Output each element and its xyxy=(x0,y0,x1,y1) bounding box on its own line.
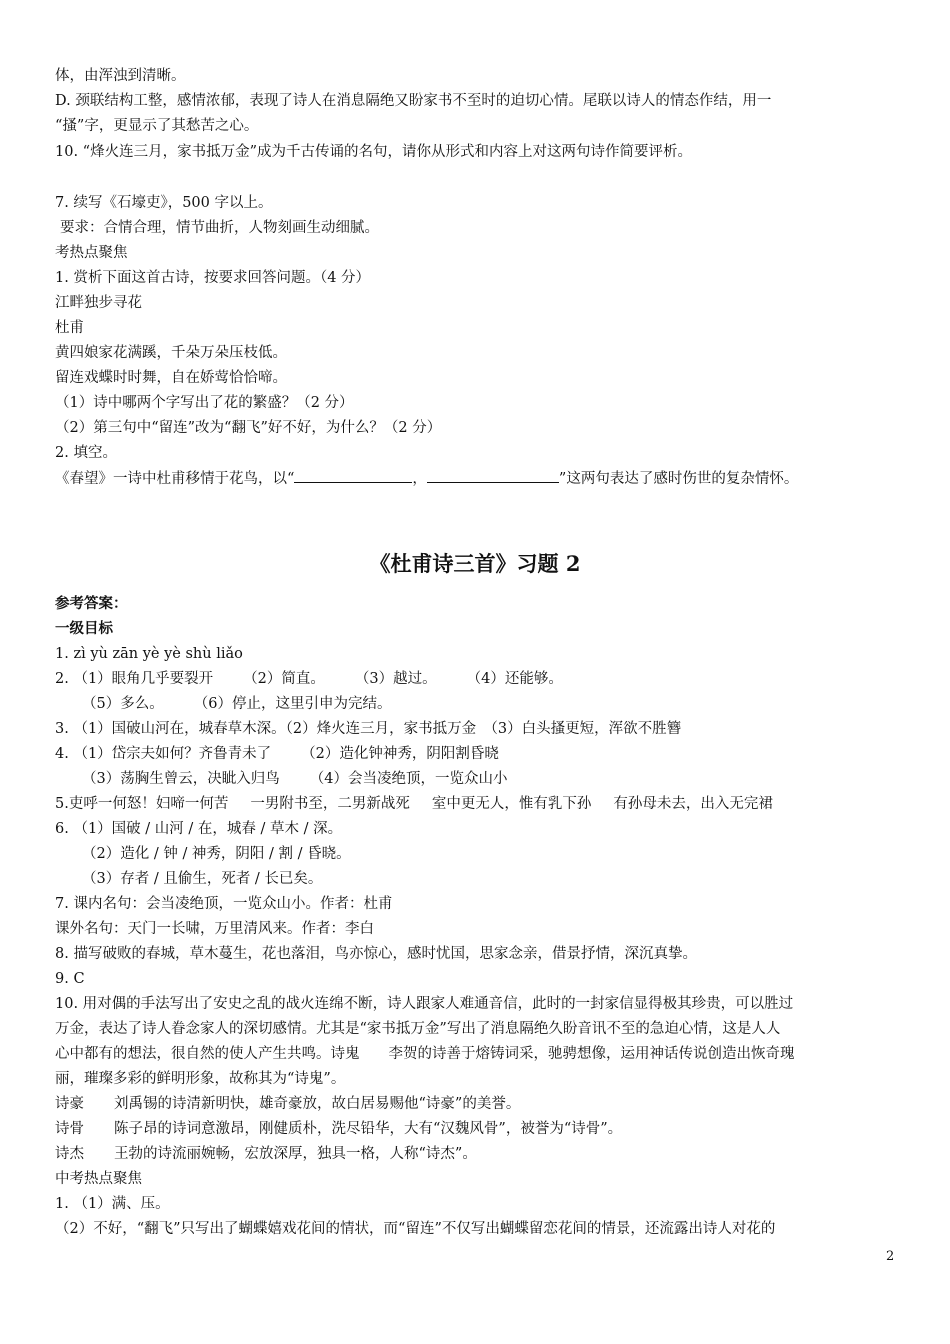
answer-6-cont: （3）存者 / 且偷生，死者 / 长已矣。 xyxy=(82,871,323,887)
poem-author: 杜甫 xyxy=(55,320,84,336)
exam-answer-1: 1. （1）满、压。 xyxy=(55,1196,170,1212)
poem-title: 江畔独步寻花 xyxy=(55,295,142,311)
requirement-line: 要求：合情合理，情节曲折，人物刻画生动细腻。 xyxy=(60,220,379,236)
answer-blank[interactable] xyxy=(294,468,412,483)
fill-comma: ， xyxy=(412,471,427,487)
poet-desc: 刘禹锡的诗清新明快，雄奇豪放，故白居易赐他“诗豪”的美誉。 xyxy=(114,1096,521,1112)
answer-part: （3）荡胸生曾云，决眦入归鸟 xyxy=(82,771,280,787)
poet-desc: 陈子昂的诗词意激昂，刚健质朴，洗尽铅华，大有“汉魏风骨”，被誉为“诗骨”。 xyxy=(114,1121,623,1137)
answer-part: 4. （1）岱宗夫如何？齐鲁青未了 xyxy=(55,746,272,762)
page-number: 2 xyxy=(886,1249,895,1264)
poem-line: 留连戏蝶时时舞，自在娇莺恰恰啼。 xyxy=(55,370,287,386)
text-line: D. 颈联结构工整，感情浓郁，表现了诗人在消息隔绝又盼家书不至时的迫切心情。尾联以诗人的情态作结，用一 xyxy=(55,93,772,109)
answer-7: 7. 课内名句：会当凌绝顶，一览众山小。作者：杜甫 xyxy=(55,896,393,912)
answer-part: （2）简直。 xyxy=(243,671,325,687)
answer-6: 6. （1）国破 / 山河 / 在，城春 / 草木 / 深。 xyxy=(55,821,343,837)
question-7: 7. 续写《石壕吏》，500 字以上。 xyxy=(55,195,273,211)
poet-title: 诗豪 xyxy=(55,1096,84,1112)
poet-note xyxy=(55,1094,520,1114)
answer-part: （2）造化钟神秀，阴阳割昏晓 xyxy=(301,746,499,762)
fill-text: 《春望》一诗中杜甫移情于花鸟，以“ xyxy=(55,471,295,487)
answer-part: 2. （1）眼角几乎要裂开 xyxy=(55,671,214,687)
exam-question-1: 1. 赏析下面这首古诗，按要求回答问题。（4 分） xyxy=(55,270,371,286)
poet-title: 诗骨 xyxy=(55,1121,84,1137)
answer-part: 有孙母未去，出入无完裙 xyxy=(613,796,773,812)
text-line: “搔”字，更显示了其愁苦之心。 xyxy=(55,118,259,134)
answer-part: 5.吏呼一何怒！妇啼一何苦 xyxy=(55,796,229,812)
poet-title: 诗杰 xyxy=(55,1146,84,1162)
answer-10: 10. 用对偶的手法写出了安史之乱的战火连绵不断，诗人跟家人难通音信，此时的一封家信显得极其珍贵，可以胜过 xyxy=(55,996,794,1012)
poet-desc: 王勃的诗流丽婉畅，宏放深厚，独具一格，人称“诗杰”。 xyxy=(114,1146,477,1162)
answer-7-cont: 课外名句：天门一长啸，万里清风来。作者：李白 xyxy=(55,921,374,937)
answer-10-cont: 丽，璀璨多彩的鲜明形象，故称其为“诗鬼”。 xyxy=(55,1071,346,1087)
level-heading: 一级目标 xyxy=(55,620,113,637)
question-10: 10. “烽火连三月，家书抵万金”成为千古传诵的名句，请你从形式和内容上对这两句诗作简要评析。 xyxy=(55,144,692,160)
answers-heading: 参考答案： xyxy=(55,595,128,612)
answer-2-cont xyxy=(82,694,391,714)
sub-question: （2）第三句中“留连”改为“翻飞”好不好，为什么？（2 分） xyxy=(55,420,442,436)
answer-4 xyxy=(55,744,499,764)
answer-2 xyxy=(55,669,563,689)
answer-6-cont: （2）造化 / 钟 / 神秀，阴阳 / 割 / 昏晓。 xyxy=(82,846,351,862)
exam-question-2: 2. 填空。 xyxy=(55,445,117,461)
answer-5 xyxy=(55,794,773,814)
answer-part: （4）还能够。 xyxy=(466,671,563,687)
page-title: 《杜甫诗三首》习题 2 xyxy=(369,551,581,576)
text-line: 体，由浑浊到清晰。 xyxy=(55,68,186,84)
answer-1: 1. zì yù zān yè yè shù liǎo xyxy=(55,646,243,662)
answer-part: （5）多么。 xyxy=(82,696,164,712)
fill-text: ”这两句表达了感时伤世的复杂情怀。 xyxy=(558,471,799,487)
answer-part: 一男附书至，二男新战死 xyxy=(250,796,410,812)
answer-10-cont: 万金，表达了诗人眷念家人的深切感情。尤其是“家书抵万金”写出了消息隔绝久盼音讯不至的急迫心情，这是人人 xyxy=(55,1021,781,1037)
answer-part: 室中更无人，惟有乳下孙 xyxy=(431,796,592,812)
answer-3: 3. （1）国破山河在，城春草木深。（2）烽火连三月，家书抵万金 （3）白头搔更短，浑欲不胜簪 xyxy=(55,721,682,737)
answer-9: 9. C xyxy=(55,971,85,987)
answer-10-cont: 心中都有的想法，很自然的使人产生共鸣。诗鬼 李贺的诗善于熔铸词采，驰骋想像，运用神话传说创造出恢奇瑰 xyxy=(55,1046,795,1062)
answer-part: （3）越过。 xyxy=(354,671,437,687)
answer-part: （6）停止，这里引申为完结。 xyxy=(193,696,392,712)
sub-question: （1）诗中哪两个字写出了花的繁盛？（2 分） xyxy=(55,395,354,411)
fill-in-line xyxy=(55,468,798,489)
poem-line: 黄四娘家花满蹊，千朵万朵压枝低。 xyxy=(55,345,287,361)
answer-blank[interactable] xyxy=(427,468,559,483)
section-heading: 考热点聚焦 xyxy=(55,245,128,261)
poet-note xyxy=(55,1119,622,1139)
poet-note xyxy=(55,1144,477,1164)
section-heading: 中考热点聚焦 xyxy=(55,1171,142,1187)
exam-answer-1-cont: （2）不好，“翻飞”只写出了蝴蝶嬉戏花间的情状，而“留连”不仅写出蝴蝶留恋花间的情景，还流露出诗人对花的 xyxy=(55,1221,776,1237)
answer-4-cont xyxy=(82,769,507,789)
answer-part: （4）会当凌绝顶，一览众山小 xyxy=(309,771,508,787)
answer-8: 8. 描写破败的春城，草木蔓生，花也落泪，鸟亦惊心，感时忧国，思家念亲，借景抒情，深沉真挚。 xyxy=(55,946,697,962)
